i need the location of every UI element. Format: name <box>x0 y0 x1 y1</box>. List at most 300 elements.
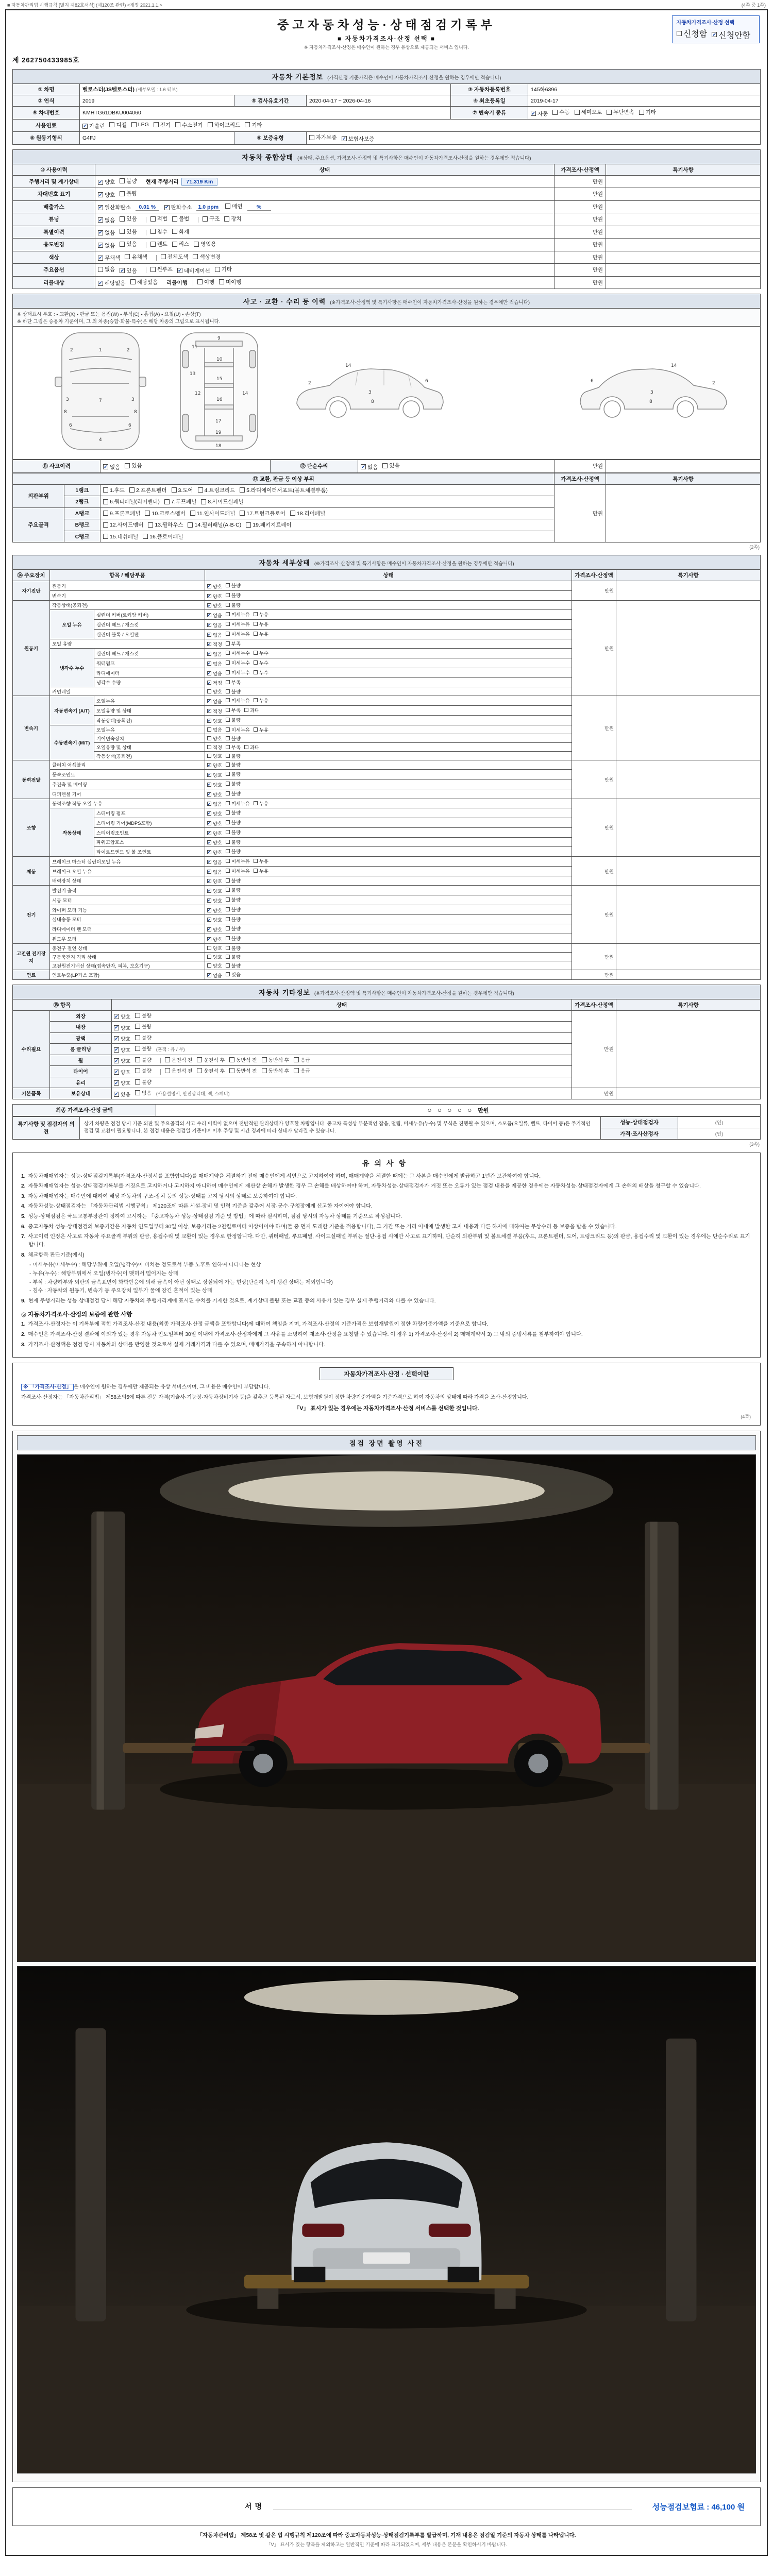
panel-items <box>100 507 554 519</box>
item-state <box>205 658 572 668</box>
checkbox-option[interactable]: 화재 <box>172 228 189 235</box>
checkbox-option[interactable]: 썬루프 <box>150 265 173 273</box>
checkbox-option[interactable]: 누수 <box>254 669 268 676</box>
row-label: 주요옵션 <box>13 264 95 277</box>
checkbox-option[interactable]: ✔ 있음 <box>120 267 137 274</box>
checkbox-option[interactable]: 있음 <box>120 228 137 235</box>
checkbox-option[interactable]: 미세누유 <box>226 697 250 704</box>
checkbox-option[interactable]: 누유 <box>254 800 268 807</box>
basic-info-title: 자동차 기본정보 (가격산정 기준가격은 매수인이 자동차가격조사·산정을 원하는 경우에만 적습니다) <box>12 69 761 83</box>
checkbox-option[interactable]: 구조 <box>203 215 220 223</box>
checkbox-option[interactable]: 불량 <box>226 848 241 855</box>
checkbox-option[interactable]: 4.트렁크리드 <box>198 486 235 494</box>
price-cell: 만원 <box>554 251 606 264</box>
checkbox-option[interactable]: 불량 <box>226 735 241 742</box>
note-cell <box>616 760 761 799</box>
etc-info-table <box>12 999 761 1099</box>
checkbox-option[interactable]: 양호 <box>207 752 222 759</box>
checkbox-option[interactable]: 매연 <box>225 202 242 210</box>
checkbox-option[interactable]: 양호 <box>207 688 222 695</box>
price-cell: 만원 <box>554 213 606 226</box>
checkbox-option[interactable]: ✔ 양호 <box>98 179 115 185</box>
checkbox-option[interactable]: 불량 <box>135 1045 152 1052</box>
checkbox-option[interactable]: ✔ 양호 <box>207 917 222 923</box>
checkbox-option[interactable]: 누유 <box>254 857 268 865</box>
checkbox-option[interactable]: 운전석 후 <box>197 1067 225 1074</box>
checkbox-option[interactable]: ✔ 없음 <box>361 464 378 470</box>
svg-text:8: 8 <box>134 410 137 415</box>
checkbox-option[interactable]: 색상변경 <box>193 253 221 261</box>
checkbox-option[interactable]: 자가보증 <box>309 133 337 141</box>
checkbox-option[interactable]: ✔ 없음 <box>98 242 115 249</box>
panel-exchange-label: ⑬ 교환, 판금 등 이상 부위 <box>13 473 554 484</box>
overall-row <box>13 200 761 213</box>
checkbox-option[interactable]: 불량 <box>226 896 241 903</box>
checkbox-option[interactable]: ✔ 양호 <box>207 772 222 778</box>
item-state <box>205 799 572 808</box>
checkbox-option[interactable]: 불량 <box>226 601 241 608</box>
row-state <box>95 200 554 213</box>
checkbox-option[interactable]: 8.사이드실패널 <box>201 498 244 505</box>
notice-item: 9. 현재 주행거리는 성능·상태점검 당시 해당 자동차의 주행거리계에 표시된 수치를 기재한 것으로, 계기상태 불량 또는 교환 등의 사유가 있는 경우 실제 주행거리와 다를 수 있습니다. <box>21 1298 436 1304</box>
checkbox-option[interactable]: 양호 <box>207 735 222 742</box>
checkbox-option[interactable]: 불량 <box>226 935 241 942</box>
detail-row <box>13 886 761 895</box>
checkbox-option[interactable]: 누수 <box>254 649 268 656</box>
checkbox-option[interactable]: 불량 <box>226 790 241 797</box>
checkbox-option[interactable]: ✔ 양호 <box>114 1080 130 1087</box>
row-label: 리콜대상 <box>13 276 95 289</box>
note-cell <box>616 970 761 979</box>
price-cell: 만원 <box>554 460 606 473</box>
checkbox-option[interactable]: 세미오토 <box>575 108 602 116</box>
note-cell <box>606 276 761 289</box>
checkbox-option[interactable]: 없음 <box>135 1089 152 1096</box>
checkbox-option[interactable]: ✔ 양호 <box>207 850 222 855</box>
sub-group-label: 오일 누유 <box>50 610 94 639</box>
checkbox-option[interactable]: 장치 <box>224 215 241 223</box>
checkbox-option[interactable]: 13.휠하우스 <box>148 521 183 529</box>
checkbox-option[interactable]: ✔ 해당없음 <box>98 280 126 286</box>
item-state <box>205 649 572 658</box>
checkbox-option[interactable]: 18.리어패널 <box>290 510 325 517</box>
checkbox-option[interactable]: 있음 <box>120 240 137 248</box>
checkbox-option[interactable]: ✔ 양호 <box>207 898 222 904</box>
checkbox-option[interactable]: ✔ 없음 <box>98 217 115 224</box>
checkbox-option[interactable]: 기타 <box>245 121 262 129</box>
item-state <box>205 961 572 970</box>
checkbox-option[interactable]: ✔ 양호 <box>98 192 115 198</box>
checkbox-option[interactable]: ✔ 양호 <box>114 1069 130 1076</box>
checkbox-option[interactable]: 불량 <box>226 780 241 787</box>
checkbox-option[interactable]: ✔ 없음 <box>207 632 222 638</box>
sub-group-label: 수동변속기 (M/T) <box>50 725 94 760</box>
checkbox-option[interactable]: ✔ 자동 <box>531 110 548 117</box>
checkbox-option[interactable]: 불량 <box>135 1034 152 1041</box>
checkbox-option[interactable]: 동반석 전 <box>229 1067 257 1074</box>
checkbox-option[interactable]: 부족 <box>226 743 241 751</box>
checkbox-option[interactable]: 16.플로어패널 <box>143 533 183 540</box>
checkbox-option[interactable]: 미세누유 <box>226 857 250 865</box>
checkbox-option[interactable]: 부족 <box>226 640 241 647</box>
checkbox-option[interactable]: 불량 <box>226 761 241 768</box>
checkbox-option[interactable]: 불량 <box>120 177 137 185</box>
device-group-label: 고전원 전기장치 <box>13 943 50 970</box>
checkbox-option[interactable]: 신청함 <box>677 27 707 39</box>
year-value: 2019 <box>80 95 234 107</box>
checkbox-option[interactable]: 불량 <box>226 877 241 884</box>
price-cell: 만원 <box>554 200 606 213</box>
notice-sub-item: - 부식 : 차량하부와 외판의 금속표면이 화학반응에 의해 금속이 아닌 상태로 상실되어 가는 현상(단순히 녹이 생긴 상태는 제외합니다) <box>29 1279 333 1285</box>
car-name-value: 벨로스터(JS벨로스터) (세부모델 : 1.6 터보) <box>80 84 451 95</box>
checkbox-option[interactable]: 양호 <box>207 962 222 969</box>
checkbox-option[interactable]: ✔ 적정 <box>207 641 222 648</box>
checkbox-option[interactable]: 미세누수 <box>226 649 250 656</box>
checkbox-option[interactable]: ✔ 양호 <box>114 1047 130 1054</box>
item-label: 커먼레일 <box>50 687 205 696</box>
rank-label: 1랭크 <box>64 484 100 496</box>
device-group-label: 제동 <box>13 857 50 886</box>
checkbox-option[interactable]: ✔ 양호 <box>114 1013 130 1020</box>
note-cell <box>606 239 761 251</box>
item-state <box>112 1077 572 1088</box>
checkbox-option[interactable]: ✔ 없음 <box>207 651 222 657</box>
svg-text:8: 8 <box>649 399 652 404</box>
item-label: 와이퍼 모터 기능 <box>50 905 205 914</box>
checkbox-option[interactable]: 불량 <box>135 1078 152 1086</box>
checkbox-option[interactable]: ✔ 양호 <box>207 603 222 609</box>
checkbox-option[interactable]: 이행 <box>197 278 214 286</box>
checkbox-option[interactable]: 불량 <box>226 962 241 969</box>
field-label: ④ 최초등록일 <box>451 95 528 107</box>
checkbox-option[interactable]: 침수 <box>150 228 167 235</box>
accident-flags-table <box>12 460 761 473</box>
checkbox-option[interactable]: 불량 <box>226 925 241 932</box>
checkbox-option[interactable]: 불량 <box>226 688 241 695</box>
checkbox-option[interactable]: 불량 <box>226 953 241 960</box>
checkbox-option[interactable]: ✔ 양호 <box>207 830 222 836</box>
checkbox-option[interactable]: 2.프론트펜더 <box>129 486 166 494</box>
checkbox-option[interactable]: 미세누유 <box>226 620 250 628</box>
col-state: 상태 <box>205 570 572 581</box>
checkbox-option[interactable]: ✔ 신청안함 <box>712 31 750 40</box>
checkbox-option[interactable]: ✔ 양호 <box>207 811 222 817</box>
checkbox-option[interactable]: ✔ 없음 <box>207 661 222 667</box>
item-state <box>205 837 572 847</box>
item-state <box>112 1088 572 1099</box>
checkbox-option[interactable]: 수소전기 <box>175 121 203 129</box>
checkbox-option[interactable]: ✔ 없음 <box>207 859 222 865</box>
checkbox-option[interactable]: 양호 <box>207 944 222 952</box>
checkbox-option[interactable]: 동반석 후 <box>262 1056 290 1063</box>
checkbox-option[interactable]: ✔ 없음 <box>207 670 222 676</box>
notice-title: 유의사항 <box>362 1159 411 1167</box>
emission-value: 1.0 ppm <box>196 204 220 211</box>
checkbox-option[interactable]: 9.프론트패널 <box>103 510 140 517</box>
svg-text:4: 4 <box>99 437 102 443</box>
checkbox-option[interactable]: ✔ 없음 <box>207 869 222 875</box>
checkbox-option[interactable]: 수동 <box>552 108 569 116</box>
col-price: 가격조사·산정액 <box>572 999 616 1010</box>
item-state <box>112 1066 572 1077</box>
inspection-period-value: 2020-04-17 ~ 2026-04-16 <box>307 95 451 107</box>
inspection-photo-rear <box>17 1966 756 2473</box>
checkbox-option[interactable]: ✔ 탄화수소 <box>164 205 192 211</box>
checkbox-option[interactable]: 전기 <box>154 121 171 129</box>
checkbox-option[interactable]: 6.쿼터패널(리어펜더) <box>103 498 160 505</box>
checkbox-option[interactable]: 불량 <box>135 1067 152 1074</box>
section-about-pricing <box>12 1363 761 1425</box>
checkbox-option[interactable]: 누유 <box>254 620 268 628</box>
checkbox-option[interactable]: 적법 <box>150 215 167 223</box>
checkbox-option[interactable]: 불량 <box>226 770 241 777</box>
item-label: 시동 모터 <box>50 895 205 905</box>
field-label: ① 차명 <box>13 84 80 95</box>
item-label: 배력장치 상태 <box>50 876 205 886</box>
checkbox-option[interactable]: 미세누수 <box>226 669 250 676</box>
item-label: 보유상태 <box>50 1088 112 1099</box>
item-label: 원동기 <box>50 581 205 591</box>
item-label: 클러치 어셈블리 <box>50 760 205 770</box>
checkbox-option[interactable]: 있음 <box>226 971 241 978</box>
svg-text:15: 15 <box>216 377 223 382</box>
device-group-label: 전기 <box>13 886 50 944</box>
checkbox-option[interactable]: ✔ 없음 <box>207 622 222 628</box>
checkbox-option[interactable]: ✔ 양호 <box>207 791 222 798</box>
item-state <box>205 818 572 828</box>
checkbox-option[interactable]: 동반석 후 <box>262 1067 290 1074</box>
checkbox-option[interactable]: 있음 <box>382 462 399 469</box>
col-usage-history: ⑩ 사용이력 <box>13 164 95 175</box>
recall-status-label: 리콜이행 <box>166 280 188 286</box>
checkbox-option[interactable]: 15.대쉬패널 <box>103 533 138 540</box>
item-state <box>205 857 572 867</box>
item-state <box>205 590 572 600</box>
checkbox-option[interactable]: 불량 <box>226 752 241 759</box>
item-label: 오일유량 및 상태 <box>94 706 205 716</box>
checkbox-option[interactable]: 불량 <box>226 819 241 826</box>
checkbox-option[interactable]: LPG <box>131 122 149 128</box>
checkbox-option[interactable]: 미세누유 <box>226 630 250 637</box>
checkbox-option[interactable]: 불량 <box>135 1023 152 1030</box>
section-overall-condition <box>12 149 761 290</box>
checkbox-option[interactable]: ✔ 양호 <box>207 907 222 913</box>
checkbox-option[interactable]: 미세누유 <box>226 611 250 618</box>
price-cell: 만원 <box>554 239 606 251</box>
vin-value: KMHTG61DBKU004060 <box>80 107 451 120</box>
price-cell: 만원 <box>554 276 606 289</box>
checkbox-option[interactable]: ✔ 양호 <box>207 718 222 724</box>
svg-text:1: 1 <box>99 348 102 353</box>
checkbox-option[interactable]: 불량 <box>120 190 137 197</box>
checkbox-option[interactable]: ✔ 양호 <box>207 821 222 826</box>
detail-row <box>13 943 761 952</box>
field-label: ③ 자동차등록번호 <box>451 84 528 95</box>
checkbox-option[interactable]: ✔ 적정 <box>207 708 222 714</box>
detail-condition-table <box>12 569 761 980</box>
checkbox-option[interactable]: 해당있음 <box>130 278 158 286</box>
checkbox-option[interactable]: 5.라디에이터서포트(볼트체결부품) <box>240 486 328 494</box>
checkbox-option[interactable]: 불량 <box>226 906 241 913</box>
checkbox-option[interactable]: 과다 <box>244 706 259 714</box>
item-state <box>205 751 572 760</box>
checkbox-option[interactable]: 영업용 <box>194 240 216 248</box>
note-cell <box>616 799 761 857</box>
checkbox-option[interactable]: 누수 <box>254 659 268 666</box>
col-item: 항목 / 해당부품 <box>50 570 205 581</box>
checkbox-option[interactable]: ✔ 없음 <box>207 699 222 704</box>
checkbox-option[interactable]: 불량 <box>135 1012 152 1019</box>
checkbox-option[interactable]: ✔ 없음 <box>104 464 121 470</box>
checkbox-option[interactable]: 운전석 전 <box>165 1056 193 1063</box>
checkbox-option[interactable]: ✔ 양호 <box>207 593 222 599</box>
form-reference: ■ 자동차관리법 시행규칙 [별지 제82호서식] (제120조 관련) <개정 2021.1.1.> <box>7 3 162 8</box>
checkbox-option[interactable]: 17.트렁크플로어 <box>240 510 285 517</box>
checkbox-option[interactable]: 불량 <box>226 838 241 845</box>
checkbox-option[interactable]: 1.후드 <box>103 486 125 494</box>
checkbox-option[interactable]: ✔ 없음 <box>98 230 115 236</box>
checkbox-option[interactable]: 운전석 후 <box>197 1056 225 1063</box>
checkbox-option[interactable]: ✔ 양호 <box>207 782 222 788</box>
svg-text:18: 18 <box>215 444 222 449</box>
checkbox-option[interactable]: 누유 <box>254 867 268 874</box>
checkbox-option[interactable]: 12.사이드멤버 <box>103 521 143 529</box>
checkbox-option[interactable]: ✔ 적정 <box>207 680 222 686</box>
checkbox-option[interactable]: 7.루프패널 <box>164 498 196 505</box>
checkbox-option[interactable]: 11.인사이드패널 <box>190 510 236 517</box>
checkbox-option[interactable]: 리스 <box>172 240 189 248</box>
item-label: 외장 <box>50 1010 112 1022</box>
checkbox-option[interactable]: 불량 <box>135 1056 152 1063</box>
checkbox-option[interactable]: 응급 <box>294 1067 310 1074</box>
checkbox-option[interactable]: ✔ 가솔린 <box>83 123 105 129</box>
checkbox-option[interactable]: 3.도어 <box>172 486 193 494</box>
checkbox-option[interactable]: 무단변속 <box>607 108 634 116</box>
opinion-text: 상기 차량은 점검 당시 기준 외판 및 주요골격의 사고 수리 이력이 없으며 전반적인 관리상태가 양호한 차량입니다. 중고차 특성상 부분적인 잡음, 떨림, 미세누유(누수) 및 부식은 진행될 수 있으며, 소모품(오일류, 벨트, 타이어 등)은 주기적인 점검 및 교환이 필요합니다. 본 점검 내용은 점검일 기준이며 이후 주행 및 시간 경과에 따라 상태가 달라질 수 있습니다. <box>80 1116 601 1139</box>
checkbox-option[interactable]: ✔ 무채색 <box>98 255 121 261</box>
checkbox-option[interactable]: 미세누유 <box>226 800 250 807</box>
checkbox-option[interactable]: 누유 <box>254 611 268 618</box>
checkbox-option[interactable]: 없음 <box>98 265 115 273</box>
checkbox-option[interactable]: 불량 <box>226 716 241 723</box>
checkbox-option[interactable]: ✔ 양호 <box>114 1058 130 1064</box>
checkbox-option[interactable]: 유채색 <box>125 253 147 261</box>
item-label: 워터펌프 <box>94 658 205 668</box>
detail-condition-title: 자동차 세부상태 (※가격조사·산정액 및 특기사항은 매수인이 자동차가격조사·산정을 원하는 경우에만 적습니다) <box>12 555 761 569</box>
device-group-label: 원동기 <box>13 600 50 696</box>
price-cell: 만원 <box>572 1010 616 1088</box>
signature-line[interactable] <box>273 2503 632 2510</box>
checkbox-option[interactable]: 불법 <box>172 215 189 223</box>
document-title: 중고자동차성능·상태점검기록부 <box>277 18 496 31</box>
item-extra-note: (흔적 : 유 / 무) <box>156 1047 185 1052</box>
overall-row <box>13 175 761 188</box>
checkbox-option[interactable]: 과다 <box>244 743 259 751</box>
checkbox-option[interactable]: ✔ 양호 <box>207 937 222 942</box>
item-state <box>205 924 572 934</box>
checkbox-option[interactable]: 14.필러패널(A·B·C) <box>188 521 241 529</box>
item-label: 고전원전기배선 상태(접속단자, 피복, 보호기구) <box>50 961 205 970</box>
item-label: 오일누유 <box>94 696 205 706</box>
checkbox-option[interactable]: 없음 <box>207 726 222 733</box>
col-note: 특기사항 <box>606 473 761 484</box>
panel-group-label: 외판부위 <box>13 484 64 507</box>
checkbox-option[interactable]: ✔ 양호 <box>207 762 222 769</box>
checkbox-option[interactable]: 불량 <box>226 591 241 599</box>
checkbox-option[interactable]: 있음 <box>125 462 142 469</box>
checkbox-option[interactable]: 렌트 <box>150 240 167 248</box>
checkbox-option[interactable]: ✔ 없음 <box>207 801 222 807</box>
field-label: ⑥ 차대번호 <box>13 107 80 120</box>
checkbox-option[interactable]: ✔ 양호 <box>207 888 222 894</box>
checkbox-option[interactable]: 하이브리드 <box>208 121 241 129</box>
checkbox-option[interactable]: 전체도색 <box>161 253 189 261</box>
svg-text:2: 2 <box>712 381 715 386</box>
rank-label: 2랭크 <box>64 496 100 508</box>
checkbox-option[interactable]: 불량 <box>226 944 241 952</box>
checkbox-option[interactable]: 미세누수 <box>226 659 250 666</box>
checkbox-option[interactable]: 양호 <box>207 953 222 960</box>
inspector-name-label: 성능·상태점검자 <box>601 1116 678 1128</box>
footer-line-1: 「자동차관리법」 제58조 및 같은 법 시행규칙 제120조에 따라 중고자동차성능·상태점검기록부를 발급하며, 기재 내용은 점검일 기준의 자동차 상태를 나타냅니다. <box>197 2532 576 2538</box>
checkbox-option[interactable]: ✔ 없음 <box>207 613 222 618</box>
checkbox-option[interactable]: 기타 <box>215 265 232 273</box>
checkbox-option[interactable]: 미세누유 <box>226 867 250 874</box>
checkbox-option[interactable]: 디젤 <box>109 121 126 129</box>
detail-row <box>13 970 761 979</box>
item-label: 브레이크 오일 누유 <box>50 866 205 876</box>
checkbox-option[interactable]: ✔ 없음 <box>207 972 222 978</box>
checkbox-option[interactable]: 19.패키지트레이 <box>246 521 291 529</box>
checkbox-option[interactable]: ✔ 양호 <box>207 927 222 933</box>
checkbox-option[interactable]: 누유 <box>254 726 268 733</box>
document-footer <box>12 2531 761 2548</box>
reg-no-value: 145하6396 <box>528 84 761 95</box>
row-state <box>95 188 554 201</box>
checkbox-option[interactable]: 동반석 전 <box>229 1056 257 1063</box>
checkbox-option[interactable]: 불량 <box>226 916 241 923</box>
checkbox-option[interactable]: 미세누유 <box>226 726 250 733</box>
checkbox-option[interactable]: 누유 <box>254 697 268 704</box>
checkbox-option[interactable]: 누유 <box>254 630 268 637</box>
checkbox-option[interactable]: 불량 <box>226 886 241 893</box>
checkbox-option[interactable]: 불량 <box>226 828 241 836</box>
checkbox-option[interactable]: 있음 <box>120 215 137 223</box>
checkbox-option[interactable]: ✔ 있음 <box>114 1091 130 1098</box>
checkbox-option[interactable]: 운전석 전 <box>165 1067 193 1074</box>
checkbox-option[interactable]: 미이행 <box>219 278 241 286</box>
checkbox-option[interactable]: 응급 <box>294 1056 310 1063</box>
item-state <box>205 914 572 924</box>
checkbox-option[interactable]: 불량 <box>226 582 241 589</box>
checkbox-option[interactable]: ✔ 양호 <box>207 584 222 589</box>
checkbox-option[interactable]: ✔ 양호 <box>114 1036 130 1042</box>
checkbox-option[interactable]: 적정 <box>207 743 222 751</box>
first-registration-value: 2019-04-17 <box>528 95 761 107</box>
note-cell <box>616 1088 761 1099</box>
checkbox-option[interactable]: ✔ 네비게이션 <box>178 267 210 274</box>
checkbox-option[interactable]: 부족 <box>226 706 241 714</box>
checkbox-option[interactable]: ✔ 양호 <box>207 840 222 846</box>
checkbox-option[interactable]: ✔ 양호 <box>207 878 222 885</box>
checkbox-option[interactable]: ✔ 양호 <box>114 1025 130 1031</box>
checkbox-option[interactable]: 부족 <box>226 679 241 686</box>
checkbox-option[interactable]: ✔ 보험사보증 <box>342 135 375 142</box>
checkbox-option[interactable]: ✔ 일산화탄소 <box>98 205 131 211</box>
checkbox-option[interactable]: 10.크로스멤버 <box>145 510 185 517</box>
checkbox-option[interactable]: 기타 <box>639 108 656 116</box>
checkbox-option[interactable]: 불량 <box>226 809 241 816</box>
